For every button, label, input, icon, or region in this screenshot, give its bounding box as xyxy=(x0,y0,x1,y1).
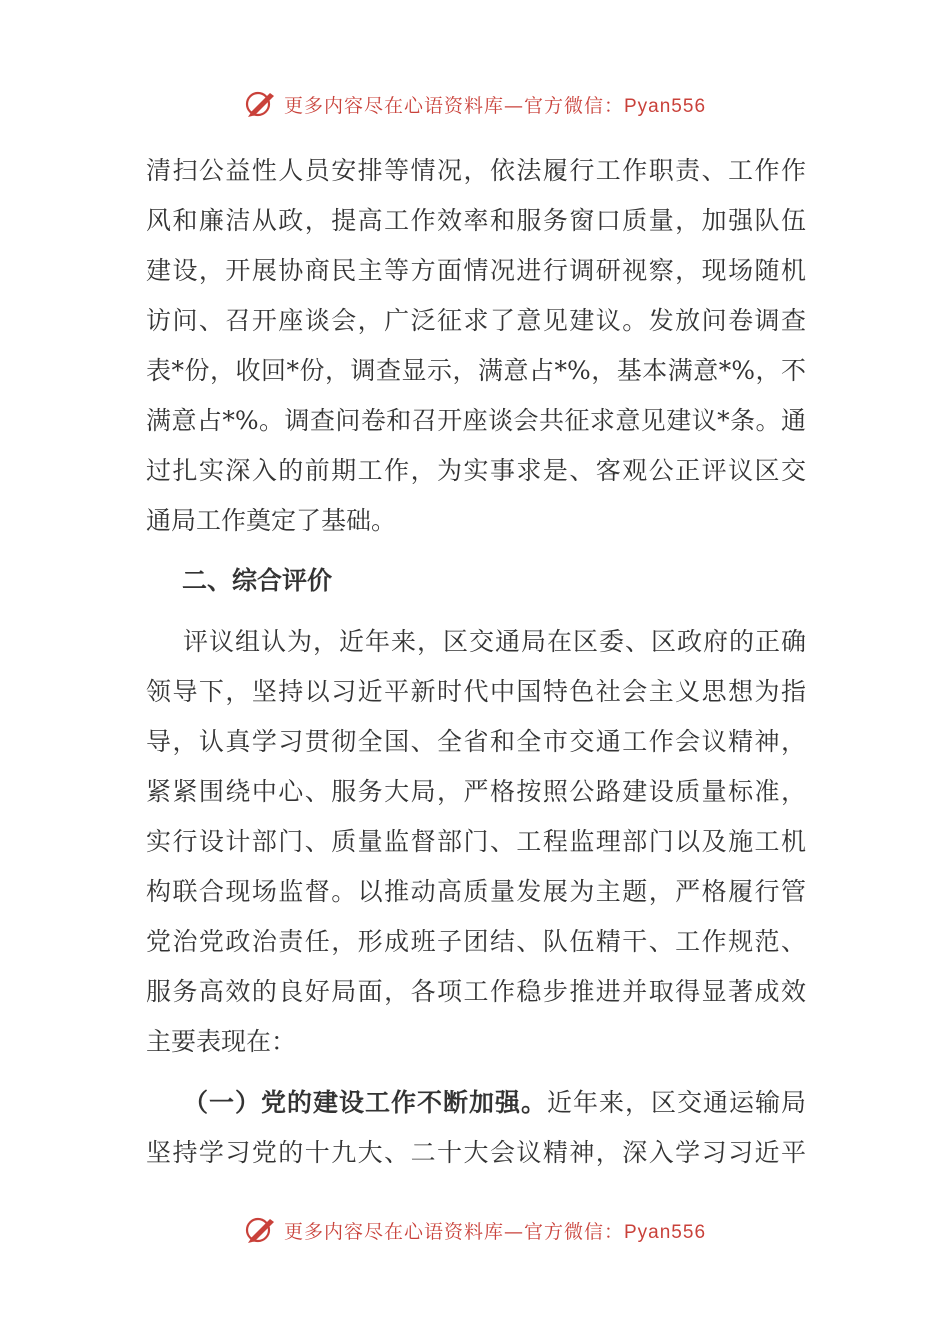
paragraph-3 xyxy=(146,1078,806,1178)
text-line: 服务高效的良好局面，各项工作稳步推进并取得显著成效 xyxy=(146,977,806,1006)
text-line: 清扫公益性人员安排等情况，依法履行工作职责、工作作 xyxy=(146,156,806,185)
watermark-footer xyxy=(0,1210,950,1250)
text-line: 评议组认为，近年来，区交通局在区委、区政府的正确 xyxy=(183,627,806,656)
text-line: 构联合现场监督。以推动高质量发展为主题，严格履行管 xyxy=(146,877,806,906)
text-span: 近年来，区交通运输局 xyxy=(546,1088,806,1117)
section-heading: 二、综合评价 xyxy=(182,566,333,595)
text-line: 建设，开展协商民主等方面情况进行调研视察，现场随机 xyxy=(146,256,806,285)
text-line: 实行设计部门、质量监督部门、工程监理部门以及施工机 xyxy=(146,827,806,856)
text-line: 访问、召开座谈会，广泛征求了意见建议。发放问卷调查 xyxy=(146,306,806,335)
pen-logo-icon xyxy=(244,89,278,119)
watermark-header xyxy=(0,84,950,124)
pen-logo-icon xyxy=(244,1215,278,1245)
text-line: 满意占*%。调查问卷和召开座谈会共征求意见建议*条。通 xyxy=(146,406,806,435)
text-line: 领导下，坚持以习近平新时代中国特色社会主义思想为指 xyxy=(146,677,806,706)
subsection-heading: （一）党的建设工作不断加强。 xyxy=(183,1088,547,1117)
text-line: 导，认真学习贯彻全国、全省和全市交通工作会议精神， xyxy=(146,727,806,756)
text-line xyxy=(146,1078,806,1128)
text-line: 风和廉洁从政，提高工作效率和服务窗口质量，加强队伍 xyxy=(146,206,806,235)
text-line: 坚持学习党的十九大、二十大会议精神，深入学习习近平 xyxy=(146,1138,806,1167)
text-line: 通局工作奠定了基础。 xyxy=(146,506,397,535)
paragraph-1 xyxy=(146,146,806,546)
watermark-text: 更多内容尽在心语资料库—官方微信：Pyan556 xyxy=(283,94,707,117)
paragraph-2 xyxy=(146,617,806,1067)
watermark-text: 更多内容尽在心语资料库—官方微信：Pyan556 xyxy=(283,1220,707,1243)
text-line: 党治党政治责任，形成班子团结、队伍精干、工作规范、 xyxy=(146,927,806,956)
text-line: 表*份，收回*份，调查显示，满意占*%，基本满意*%，不 xyxy=(146,356,806,385)
text-line: 过扎实深入的前期工作，为实事求是、客观公正评议区交 xyxy=(146,456,806,485)
text-line: 主要表现在： xyxy=(146,1027,297,1056)
text-line: 紧紧围绕中心、服务大局，严格按照公路建设质量标准， xyxy=(146,777,806,806)
